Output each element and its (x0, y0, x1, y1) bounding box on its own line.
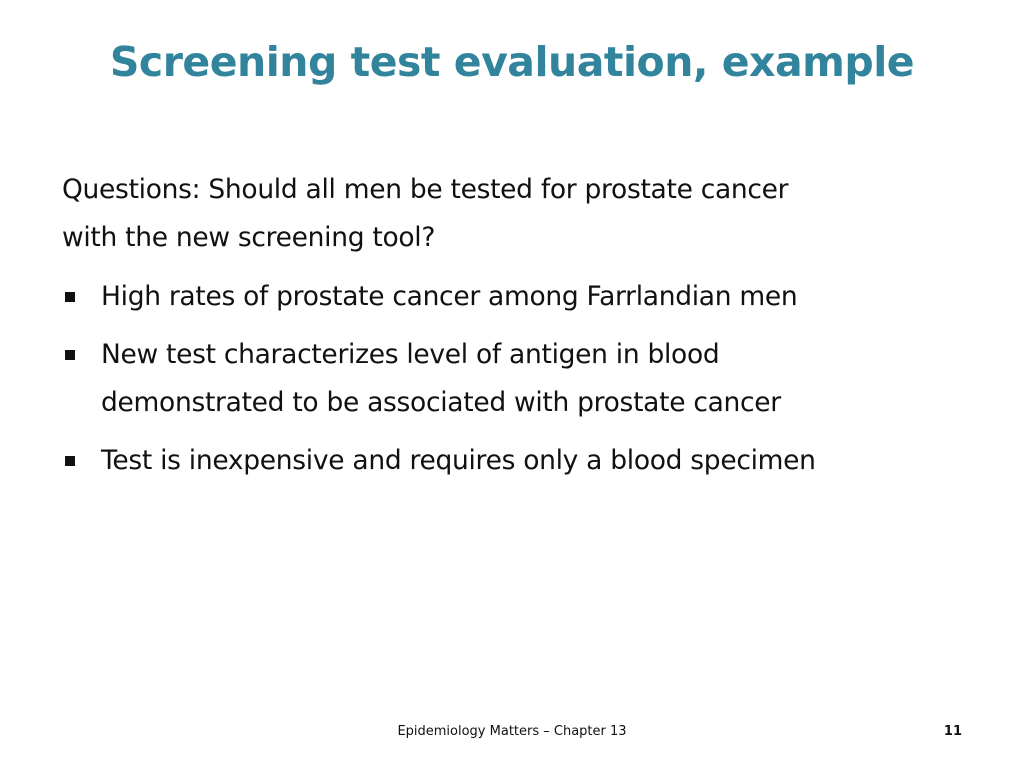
bullet-text: High rates of prostate cancer among Farrlandian men (101, 281, 798, 312)
square-bullet-icon (65, 350, 75, 360)
intro-text-line-2: with the new screening tool? (62, 222, 436, 253)
bullet-text: New test characterizes level of antigen in blood demonstrated to be associated with prostate cancer (101, 339, 781, 418)
bullet-item (62, 331, 962, 427)
bullet-item (62, 437, 962, 485)
slide-title: Screening test evaluation, example (109, 38, 915, 86)
square-bullet-icon (65, 456, 75, 466)
bullet-item (62, 273, 962, 321)
square-bullet-icon (65, 292, 75, 302)
page-number: 11 (943, 724, 962, 739)
bullet-text: Test is inexpensive and requires only a blood specimen (101, 445, 816, 476)
slide-body (62, 166, 962, 485)
intro-text-line-1: Questions: Should all men be tested for prostate cancer (62, 174, 789, 205)
footer-chapter-label: Epidemiology Matters – Chapter 13 (397, 724, 627, 739)
bullet-list (62, 273, 962, 485)
